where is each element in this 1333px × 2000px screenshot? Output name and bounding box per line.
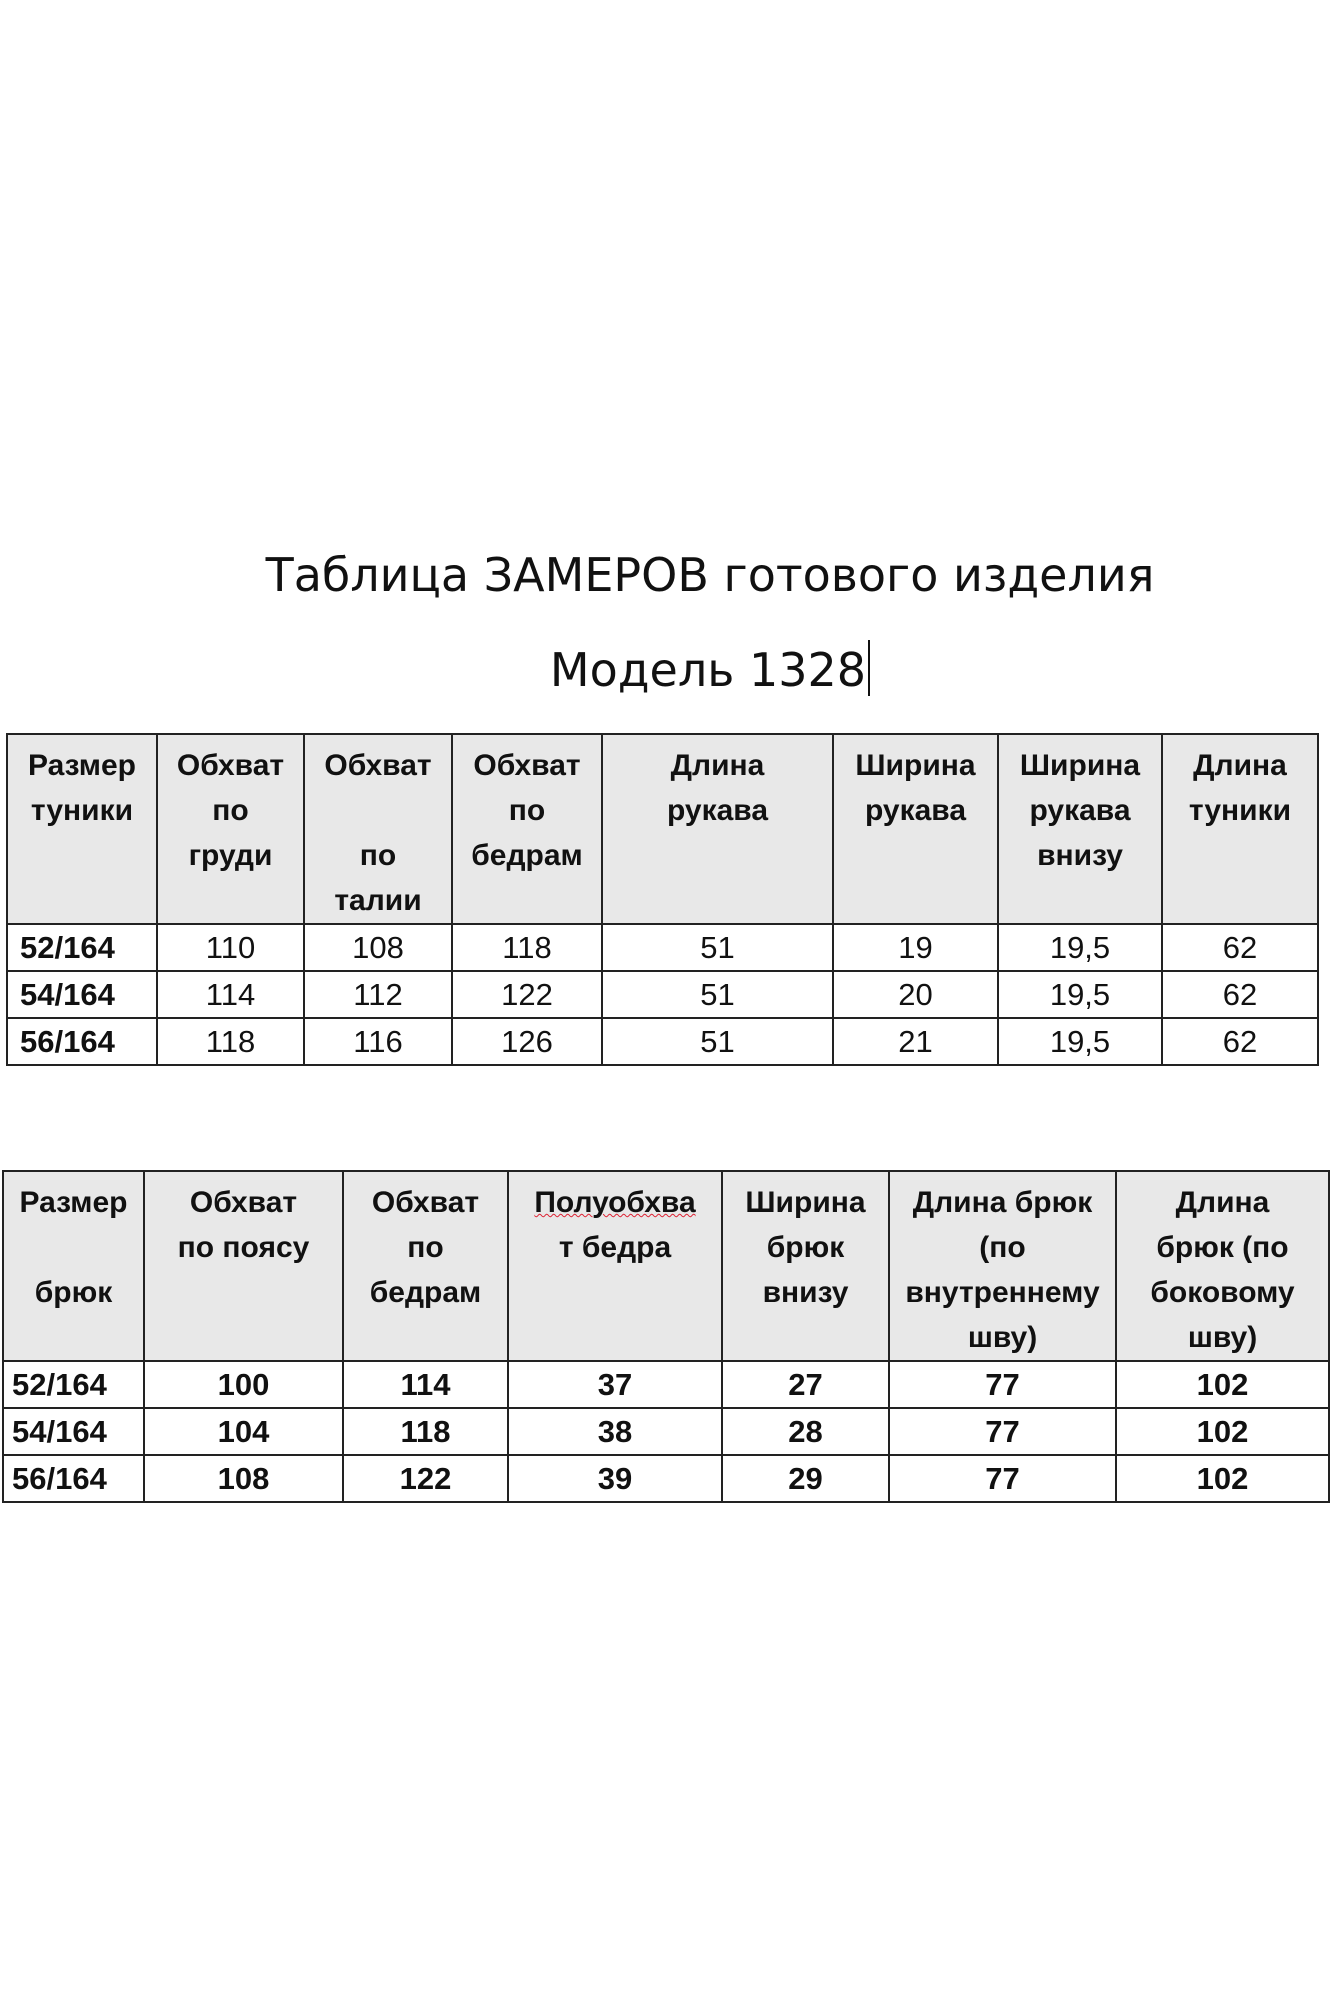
header-line: брюк (по <box>1156 1231 1289 1264</box>
header-line: Длина <box>1175 1186 1270 1219</box>
value-cell: 118 <box>452 924 602 971</box>
header-inseam-length <box>889 1171 1116 1361</box>
size-cell: 56/164 <box>3 1455 144 1502</box>
header-line: Обхват <box>324 749 432 782</box>
value-cell: 27 <box>722 1361 889 1408</box>
value-cell: 21 <box>833 1018 998 1065</box>
value-cell: 104 <box>144 1408 343 1455</box>
header-sleeve-bottom-width <box>998 734 1162 924</box>
header-outseam-length <box>1116 1171 1329 1361</box>
header-line: внутреннему <box>905 1276 1100 1309</box>
header-line: Полуобхва <box>534 1186 696 1219</box>
header-line: шву) <box>967 1321 1038 1354</box>
header-line: по <box>508 794 546 827</box>
value-cell: 51 <box>602 924 833 971</box>
value-cell: 102 <box>1116 1455 1329 1502</box>
header-size <box>3 1171 144 1361</box>
value-cell: 122 <box>452 971 602 1018</box>
header-sleeve-length <box>602 734 833 924</box>
size-cell: 52/164 <box>7 924 157 971</box>
header-line: Обхват <box>371 1186 480 1219</box>
value-cell: 51 <box>602 1018 833 1065</box>
header-sleeve-width <box>833 734 998 924</box>
header-line <box>4 1225 143 1270</box>
header-chest <box>157 734 304 924</box>
header-waist <box>304 734 452 924</box>
value-cell: 108 <box>144 1455 343 1502</box>
table-row <box>3 1361 1329 1408</box>
value-cell: 38 <box>508 1408 722 1455</box>
text-cursor <box>868 640 870 696</box>
header-line: брюк <box>34 1276 113 1309</box>
header-hips <box>343 1171 508 1361</box>
table-row <box>7 1018 1318 1065</box>
header-line: груди <box>188 839 273 872</box>
value-cell: 19,5 <box>998 971 1162 1018</box>
header-waist <box>144 1171 343 1361</box>
table-row <box>7 924 1318 971</box>
header-line: Длина <box>670 749 765 782</box>
header-line: Обхват <box>189 1186 298 1219</box>
header-line: (по <box>979 1231 1026 1264</box>
header-row <box>3 1171 1329 1361</box>
header-line: туники <box>30 794 134 827</box>
value-cell: 28 <box>722 1408 889 1455</box>
value-cell: 118 <box>343 1408 508 1455</box>
header-line: внизу <box>1037 839 1123 872</box>
value-cell: 37 <box>508 1361 722 1408</box>
header-line: Обхват <box>176 749 285 782</box>
header-line: Ширина <box>1019 749 1141 782</box>
value-cell: 77 <box>889 1361 1116 1408</box>
header-line: талии <box>334 884 422 917</box>
size-cell: 54/164 <box>7 971 157 1018</box>
header-line: рукава <box>1029 794 1131 827</box>
pants-table-body <box>3 1361 1329 1502</box>
header-line: по <box>359 839 397 872</box>
header-bottom-width <box>722 1171 889 1361</box>
size-cell: 56/164 <box>7 1018 157 1065</box>
value-cell: 114 <box>157 971 304 1018</box>
header-line <box>305 788 451 833</box>
header-line: рукава <box>666 794 769 827</box>
value-cell: 19 <box>833 924 998 971</box>
model-label: Модель 1328 <box>549 643 867 697</box>
header-line: т бедра <box>558 1231 672 1264</box>
size-cell: 52/164 <box>3 1361 144 1408</box>
tunic-table-body <box>7 924 1318 1065</box>
value-cell: 20 <box>833 971 998 1018</box>
header-line: Ширина <box>855 749 976 782</box>
table-row <box>3 1455 1329 1502</box>
table-row <box>3 1408 1329 1455</box>
header-line: бедрам <box>471 839 583 872</box>
header-line: бедрам <box>369 1276 482 1309</box>
value-cell: 110 <box>157 924 304 971</box>
header-line: боковому <box>1150 1276 1295 1309</box>
header-line: по <box>407 1231 444 1264</box>
value-cell: 102 <box>1116 1361 1329 1408</box>
value-cell: 102 <box>1116 1408 1329 1455</box>
value-cell: 108 <box>304 924 452 971</box>
header-line: Размер <box>19 1186 128 1219</box>
header-line: Ширина <box>745 1186 866 1219</box>
value-cell: 126 <box>452 1018 602 1065</box>
value-cell: 77 <box>889 1408 1116 1455</box>
header-line: внизу <box>762 1276 849 1309</box>
model-subtitle <box>0 640 1333 697</box>
value-cell: 112 <box>304 971 452 1018</box>
header-line: Длина брюк <box>912 1186 1093 1219</box>
value-cell: 62 <box>1162 971 1318 1018</box>
header-tunic-length <box>1162 734 1318 924</box>
value-cell: 62 <box>1162 924 1318 971</box>
value-cell: 39 <box>508 1455 722 1502</box>
value-cell: 19,5 <box>998 924 1162 971</box>
value-cell: 77 <box>889 1455 1116 1502</box>
pants-table-header <box>3 1171 1329 1361</box>
value-cell: 29 <box>722 1455 889 1502</box>
header-line: по <box>212 794 249 827</box>
page-title: Таблица ЗАМЕРОВ готового изделия <box>265 548 1155 602</box>
header-line: по поясу <box>177 1231 310 1264</box>
size-cell: 54/164 <box>3 1408 144 1455</box>
value-cell: 51 <box>602 971 833 1018</box>
pants-measurements-table <box>2 1170 1330 1503</box>
value-cell: 19,5 <box>998 1018 1162 1065</box>
value-cell: 100 <box>144 1361 343 1408</box>
header-line: рукава <box>864 794 967 827</box>
value-cell: 62 <box>1162 1018 1318 1065</box>
header-row <box>7 734 1318 924</box>
tunic-table-header <box>7 734 1318 924</box>
header-line: Размер <box>27 749 137 782</box>
header-line: туники <box>1188 794 1292 827</box>
tunic-measurements-table <box>6 733 1319 1066</box>
table-row <box>7 971 1318 1018</box>
header-line: брюк <box>766 1231 845 1264</box>
header-line: шву) <box>1187 1321 1258 1354</box>
value-cell: 114 <box>343 1361 508 1408</box>
value-cell: 118 <box>157 1018 304 1065</box>
header-line: Длина <box>1193 749 1287 782</box>
value-cell: 116 <box>304 1018 452 1065</box>
header-line: Обхват <box>473 749 581 782</box>
header-hips <box>452 734 602 924</box>
header-size <box>7 734 157 924</box>
header-half-hip <box>508 1171 722 1361</box>
value-cell: 122 <box>343 1455 508 1502</box>
